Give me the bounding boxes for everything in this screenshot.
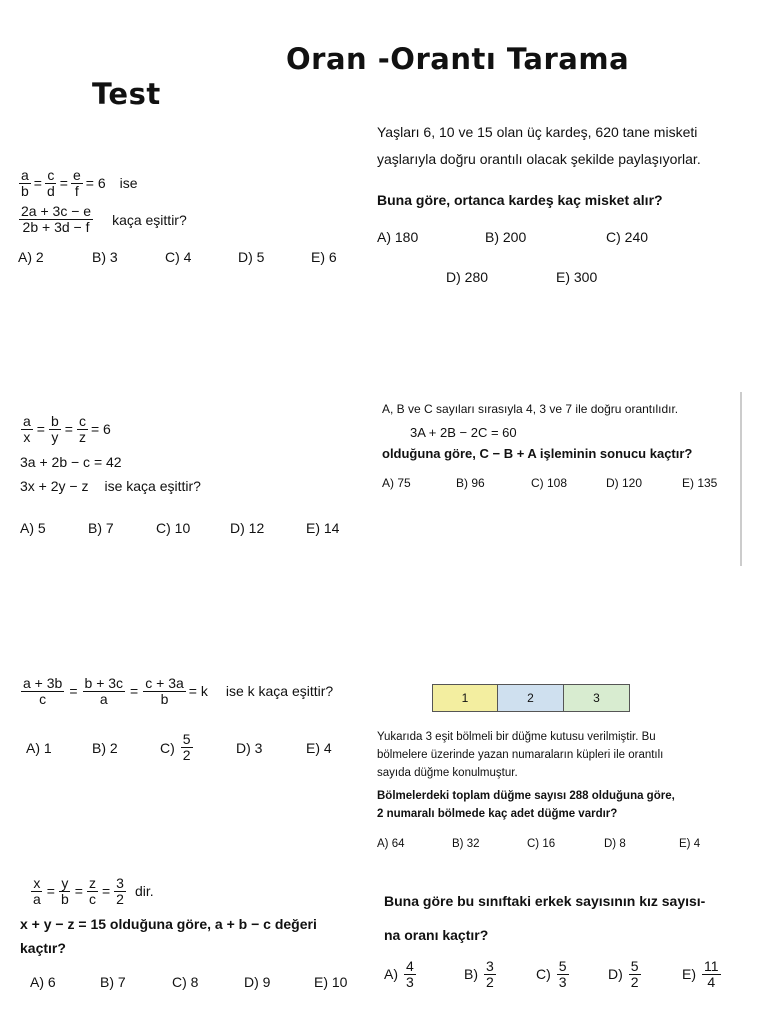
- q1-expr-den: 2b + 3d − f: [22, 219, 90, 236]
- q8-option-e-label: E): [682, 966, 696, 983]
- q7-option-d[interactable]: D) 9: [244, 974, 271, 991]
- q5-f2-num: b + 3c: [84, 675, 124, 691]
- q7-den-b: b: [60, 890, 69, 907]
- q8-option-c-label: C): [536, 966, 551, 983]
- q7-options: [30, 974, 347, 990]
- q1-den-f: f: [74, 182, 79, 199]
- q5-option-c-den: 2: [182, 747, 191, 764]
- q8-option-e-den: 4: [707, 973, 716, 990]
- q8-option-e-num: 11: [704, 958, 719, 974]
- q1-option-b[interactable]: B) 3: [92, 248, 118, 265]
- q4-option-d[interactable]: D) 120: [606, 476, 643, 490]
- q8-option-a[interactable]: [384, 959, 464, 989]
- q8-option-d-label: D): [608, 966, 623, 983]
- q7-num-x: x: [33, 875, 41, 891]
- box-compartment-2: 2: [498, 684, 564, 712]
- q5-option-e[interactable]: E) 4: [306, 739, 332, 756]
- q6-option-c[interactable]: C) 16: [527, 838, 556, 850]
- question-2: [368, 118, 768, 300]
- q7-line3: kaçtır?: [20, 940, 66, 957]
- q5-f3-den: b: [160, 690, 169, 707]
- q1-expression: [18, 204, 337, 234]
- q5-f1-den: c: [39, 690, 47, 707]
- question-8: [384, 893, 722, 989]
- q7-num-y: y: [61, 875, 69, 891]
- q3-option-e[interactable]: E) 14: [306, 520, 340, 537]
- q6-line1: Yukarıda 3 eşit bölmeli bir düğme kutusu verilmiştir. Bu: [377, 731, 656, 743]
- q3-line3: [20, 478, 339, 494]
- q7-equation: $\frac{x}{a}$ = $\frac{y}{b}$ = $\frac{z}{c}$ = $\frac{3}{2}$ dir.: [33, 875, 154, 907]
- q7-option-e[interactable]: E) 10: [314, 974, 348, 991]
- q8-option-e[interactable]: [682, 959, 722, 989]
- q3-expr: 3x + 2y − z: [20, 478, 89, 495]
- q5-options: [20, 732, 333, 762]
- q8-option-b-den: 2: [486, 973, 494, 990]
- q8-option-c[interactable]: [536, 959, 608, 989]
- box-compartment-3: 3: [564, 684, 630, 712]
- q8-option-d-num: 5: [630, 958, 639, 974]
- q6-question-line1: Bölmelerdeki toplam düğme sayısı 288 olduğuna göre,: [377, 790, 675, 802]
- q4-option-c[interactable]: C) 108: [531, 476, 568, 490]
- q5-option-d[interactable]: D) 3: [236, 739, 263, 756]
- q1-option-d[interactable]: D) 5: [238, 248, 265, 265]
- q1-num-c: c: [47, 167, 55, 183]
- q3-line2: 3a + 2b − c = 42: [20, 454, 122, 471]
- q8-option-c-num: 5: [558, 958, 567, 974]
- q1-num-a: a: [21, 167, 29, 183]
- q4-question: olduğuna göre, C − B + A işleminin sonucu kaçtır?: [382, 446, 693, 461]
- q3-num-a: a: [23, 413, 31, 429]
- q5-k: = k: [188, 683, 208, 700]
- q2-option-e[interactable]: E) 300: [556, 269, 598, 285]
- q1-value: = 6: [85, 175, 106, 192]
- q6-question-line2: 2 numaralı bölmede kaç adet düğme vardır?: [377, 808, 618, 820]
- q5-f3-num: c + 3a: [145, 675, 184, 691]
- q4-option-b[interactable]: B) 96: [456, 476, 485, 490]
- q3-den-z: z: [78, 428, 86, 445]
- q1-den-d: d: [46, 182, 55, 199]
- q5-text: ise k kaça eşittir?: [225, 683, 334, 700]
- q1-option-e[interactable]: E) 6: [311, 248, 337, 265]
- q7-den-c: c: [88, 890, 96, 907]
- q1-expr-num: 2a + 3c − e: [21, 203, 92, 220]
- page-title-line2: Test: [92, 77, 161, 111]
- q3-option-c[interactable]: C) 10: [156, 520, 191, 537]
- q6-line2: bölmelere üzerinde yazan numaraların küpleri ile orantılı: [377, 749, 664, 761]
- q2-option-d[interactable]: D) 280: [446, 269, 489, 285]
- q4-line1: A, B ve C sayıları sırasıyla 4, 3 ve 7 ile doğru orantılıdır.: [382, 402, 679, 416]
- q7-num-3: 3: [116, 875, 124, 891]
- q7-dir: dir.: [134, 883, 154, 900]
- q5-option-c-num: 5: [182, 731, 191, 748]
- q1-ise: ise: [119, 175, 138, 192]
- q1-option-a[interactable]: A) 2: [18, 248, 44, 265]
- question-3: [20, 414, 339, 536]
- q8-options: [384, 959, 722, 989]
- q5-f1-num: a + 3b: [23, 675, 63, 691]
- q1-options: [18, 249, 337, 265]
- q6-option-d[interactable]: D) 8: [604, 838, 626, 850]
- button-box: [432, 684, 630, 712]
- q7-den-a: a: [33, 890, 41, 907]
- q4-line2: 3A + 2B − 2C = 60: [410, 425, 517, 440]
- q3-den-x: x: [23, 428, 31, 445]
- q2-option-c[interactable]: C) 240: [606, 229, 649, 245]
- q5-option-c[interactable]: [160, 732, 236, 762]
- q2-line2: yaşlarıyla doğru orantılı olacak şekilde paylaşıyorlar.: [377, 151, 701, 167]
- q3-num-c: c: [78, 413, 86, 429]
- q3-value: = 6: [90, 421, 111, 438]
- q4-option-a[interactable]: A) 75: [382, 476, 411, 490]
- q8-option-c-den: 3: [558, 973, 567, 990]
- q1-den-b: b: [21, 182, 29, 199]
- q6-line3: sayıda düğme konulmuştur.: [377, 767, 518, 779]
- page-title: Oran -Orantı Tarama: [286, 42, 630, 76]
- q8-option-d[interactable]: [608, 959, 682, 989]
- q6-option-a[interactable]: A) 64: [377, 838, 405, 850]
- q5-option-b[interactable]: B) 2: [92, 739, 118, 756]
- q7-option-a[interactable]: A) 6: [30, 974, 56, 991]
- q3-option-a[interactable]: A) 5: [20, 520, 46, 537]
- q8-option-b[interactable]: [464, 959, 536, 989]
- q3-option-b[interactable]: B) 7: [88, 520, 114, 537]
- q8-line1: Buna göre bu sınıftaki erkek sayısının kız sayısı-: [384, 893, 706, 909]
- q8-option-a-label: A): [384, 966, 398, 983]
- q3-num-b: b: [50, 413, 59, 429]
- q8-option-a-num: 4: [406, 958, 414, 974]
- q5-equation: $\frac{a + 3b}{c}$ = $\frac{b + 3c}{a}$ = $\frac{c + 3a}{b}$ = k ise k kaça eşittir?: [23, 675, 334, 707]
- question-1: [18, 168, 337, 265]
- q5-f2-den: a: [99, 690, 108, 707]
- q7-option-c[interactable]: C) 8: [172, 974, 199, 991]
- q5-option-a[interactable]: A) 1: [26, 739, 52, 756]
- q3-expr-text: ise kaça eşittir?: [104, 478, 201, 495]
- q7-option-b[interactable]: B) 7: [100, 974, 126, 991]
- question-5: [20, 676, 333, 763]
- q1-equation: $\frac{a}{b}$ = $\frac{c}{d}$ = $\frac{e}{f}$ = 6 ise: [21, 167, 138, 199]
- q8-option-d-den: 2: [630, 973, 639, 990]
- q3-options: [20, 520, 339, 536]
- q3-option-d[interactable]: D) 12: [230, 520, 265, 537]
- q6-option-e[interactable]: E) 4: [679, 838, 701, 850]
- question-4: [370, 392, 742, 566]
- q7-den-2: 2: [116, 890, 124, 907]
- q8-option-b-num: 3: [486, 958, 494, 974]
- q1-option-c[interactable]: C) 4: [165, 248, 192, 265]
- question-6: [368, 676, 734, 864]
- q3-equation: $\frac{a}{x}$ = $\frac{b}{y}$ = $\frac{c}{z}$ = 6: [23, 413, 111, 445]
- q8-line2: na oranı kaçtır?: [384, 927, 489, 943]
- q2-line1: Yaşları 6, 10 ve 15 olan üç kardeş, 620 tane misketi: [377, 124, 698, 140]
- q1-num-e: e: [72, 167, 81, 183]
- q2-question: Buna göre, ortanca kardeş kaç misket alır?: [377, 192, 663, 208]
- q8-option-a-den: 3: [406, 973, 414, 990]
- q1-expr-text: kaça eşittir?: [112, 211, 187, 228]
- q6-option-b[interactable]: B) 32: [452, 838, 480, 850]
- q4-option-e[interactable]: E) 135: [682, 476, 718, 490]
- q3-den-y: y: [51, 428, 59, 445]
- q8-option-b-label: B): [464, 966, 478, 983]
- q4-edge: [740, 392, 742, 566]
- q5-option-c-label: C): [160, 739, 175, 756]
- q2-option-a[interactable]: A) 180: [377, 229, 419, 245]
- question-7: [20, 876, 347, 990]
- q7-num-z: z: [88, 875, 96, 891]
- q2-option-b[interactable]: B) 200: [485, 229, 527, 245]
- q7-line2: x + y − z = 15 olduğuna göre, a + b − c değeri: [20, 916, 317, 933]
- box-compartment-1: 1: [432, 684, 498, 712]
